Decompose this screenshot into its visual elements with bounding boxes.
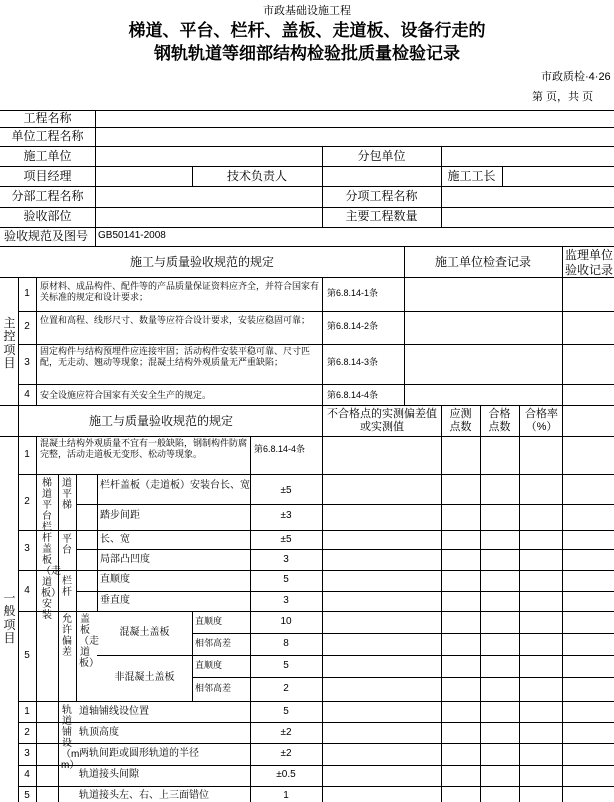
rail-value-5: 1 — [283, 790, 289, 801]
sub-label-cover: 盖板（走道板） — [79, 614, 99, 669]
mc-no-3: 3 — [24, 357, 30, 368]
label-subdivision: 分项工程名称 — [345, 189, 418, 203]
value-railing-verticality: 3 — [283, 595, 289, 606]
rule — [0, 127, 614, 128]
label-project-name: 工程名称 — [23, 111, 72, 125]
rule — [18, 311, 614, 312]
mc-text-3: 固定构件与结构预埋件应连接牢固；活动构件安装平稳可靠、尺寸匹配，无走动、翘动等现象；混凝土结构外观质量无严重缺陷； — [40, 346, 311, 367]
row-nonconcrete-straightness: 直顺度 — [195, 660, 223, 670]
rail-value-4: ±0.5 — [276, 769, 296, 780]
value-nonconcrete-straightness: 5 — [283, 660, 289, 671]
rule — [18, 570, 614, 571]
value-railing-straightness: 5 — [283, 574, 289, 585]
label-inspection-part: 验收部位 — [23, 209, 72, 223]
rule — [18, 384, 614, 385]
sub-label-allowed: 允许偏差 — [62, 614, 72, 658]
value-concrete-adjacent-height: 8 — [283, 638, 289, 649]
mc-no-1: 1 — [24, 288, 30, 299]
gen-no-4: 4 — [24, 585, 30, 596]
col-general-spec: 施工与质量验收规范的规定 — [88, 414, 233, 428]
rule — [18, 277, 19, 802]
mc-clause-4: 第6.8.14-4条 — [327, 390, 379, 400]
rule — [404, 246, 405, 405]
value-local-unevenness: 3 — [283, 554, 289, 565]
mc-clause-3: 第6.8.14-3条 — [327, 357, 379, 367]
form-code: 市政质检·4·26 — [541, 71, 611, 83]
value-step-spacing: ±3 — [280, 510, 292, 521]
label-nonconcrete-cover: 非混凝土盖板 — [114, 672, 175, 683]
mc-text-1: 原材料、成品构件、配件等的产品质量保证资料应齐全，并符合国家有关标准的规定和设计要求； — [40, 281, 320, 302]
rule — [97, 474, 98, 611]
rule — [192, 611, 193, 701]
rail-no-1: 1 — [24, 706, 30, 717]
gen-no-5: 5 — [24, 650, 30, 661]
rule — [95, 110, 96, 227]
rail-row-3: 两轨间距或圆形轨道的半径 — [79, 748, 199, 759]
label-concrete-cover: 混凝土盖板 — [119, 627, 170, 638]
col-spec-requirements: 施工与质量验收规范的规定 — [129, 255, 274, 269]
rail-value-1: 5 — [283, 706, 289, 717]
rule — [322, 277, 323, 405]
mc-clause-2: 第6.8.14-2条 — [327, 321, 379, 331]
rule — [441, 146, 442, 227]
rail-no-2: 2 — [24, 727, 30, 738]
gen-no-2: 2 — [24, 496, 30, 507]
row-concrete-straightness: 直顺度 — [195, 616, 223, 626]
rule — [76, 504, 614, 505]
rail-row-1: 道轴铺线设位置 — [79, 706, 149, 717]
document-title-line2: 钢轨轨道等细部结构检验批质量检验记录 — [154, 44, 460, 63]
sub-label-platform: 平台 — [62, 534, 72, 556]
mc-clause-1: 第6.8.14-1条 — [327, 288, 379, 298]
rule — [441, 405, 442, 802]
value-nonconcrete-adjacent-height: 2 — [283, 683, 289, 694]
label-main-quantity: 主要工程数量 — [345, 209, 418, 223]
col-required-points: 应测点数 — [449, 408, 472, 434]
rule — [36, 436, 37, 802]
rule — [192, 677, 614, 678]
row-platform-length-width: 长、宽 — [100, 534, 130, 545]
rule — [18, 611, 614, 612]
label-technical-lead: 技术负责人 — [226, 169, 287, 183]
rail-value-3: ±2 — [280, 748, 292, 759]
rule — [18, 765, 614, 766]
row-concrete-adjacent-height: 相邻高差 — [195, 638, 232, 648]
label-foreman: 施工工长 — [447, 169, 496, 183]
rule — [36, 277, 37, 405]
rule — [0, 110, 614, 111]
document-category: 市政基础设施工程 — [263, 5, 351, 17]
mc-no-2: 2 — [24, 321, 30, 332]
rule — [97, 655, 614, 656]
rule — [192, 633, 614, 634]
rule — [18, 722, 614, 723]
col-pass-points: 合格点数 — [488, 408, 511, 434]
col-supervision-record: 监理单位验收记录 — [565, 248, 614, 277]
gen-no-1: 1 — [24, 449, 30, 460]
rail-row-2: 轨顶高度 — [79, 727, 119, 738]
rule — [0, 436, 614, 437]
gen-text-1: 混凝土结构外观质量不宜有一般缺陷，钢制构件防腐完整，活动走道板无变形、松动等现象。 — [40, 438, 248, 459]
spec-value: GB50141-2008 — [98, 230, 166, 241]
group-label-stair-platform: 梯道平台栏杆盖板（走道板）安装 — [41, 478, 61, 621]
row-railing-verticality: 垂直度 — [100, 595, 130, 606]
col-measured-values: 不合格点的实测偏差值或实测值 — [327, 408, 437, 434]
gen-no-3: 3 — [24, 543, 30, 554]
rule — [562, 405, 563, 802]
rule — [18, 786, 614, 787]
label-spec: 验收规范及图号 — [4, 229, 89, 243]
group-label-rail: 轨道铺设（mm） — [61, 705, 80, 771]
rule — [480, 405, 481, 802]
rule — [58, 474, 59, 802]
col-pass-rate: 合格率（%） — [525, 408, 558, 434]
rule — [562, 246, 563, 405]
value-concrete-straightness: 10 — [280, 616, 292, 627]
rule — [502, 166, 503, 186]
rule — [95, 227, 96, 246]
value-stair-length-width: ±5 — [280, 485, 292, 496]
section-general: 一般项目 — [3, 591, 16, 646]
sub-label-stair: 道平梯 — [62, 478, 72, 511]
col-construction-check: 施工单位检查记录 — [434, 255, 531, 269]
rail-no-3: 3 — [24, 748, 30, 759]
label-division: 分部工程名称 — [11, 189, 84, 203]
rail-row-5: 轨道接头左、右、上三面错位 — [79, 790, 209, 801]
row-railing-straightness: 直顺度 — [100, 574, 130, 585]
rule — [0, 146, 614, 147]
row-step-spacing: 踏步间距 — [100, 510, 140, 521]
value-platform-length-width: ±5 — [280, 534, 292, 545]
rule — [0, 186, 614, 187]
section-main-control: 主控项目 — [3, 316, 16, 371]
label-construction-unit: 施工单位 — [23, 149, 72, 163]
rule — [0, 227, 614, 228]
gen-clause-1: 第6.8.14-4条 — [254, 444, 306, 454]
mc-no-4: 4 — [24, 389, 30, 400]
mc-text-2: 位置和高程、线形尺寸、数量等应符合设计要求，安装应稳固可靠； — [40, 315, 311, 325]
rail-row-4: 轨道接头间隙 — [79, 769, 139, 780]
rule — [18, 530, 614, 531]
rule — [0, 207, 614, 208]
rule — [76, 549, 614, 550]
row-stair-length-width: 栏杆盖板（走道板）安装台长、宽 — [100, 480, 250, 491]
mc-text-4: 安全设施应符合国家有关安全生产的规定。 — [40, 390, 212, 400]
label-subcontractor: 分包单位 — [357, 149, 406, 163]
label-unit-project: 单位工程名称 — [11, 129, 84, 143]
rail-no-4: 4 — [24, 769, 30, 780]
rail-no-5: 5 — [24, 790, 30, 801]
rule — [18, 474, 614, 475]
page-number: 第 页，共 页 — [532, 91, 594, 103]
rail-value-2: ±2 — [280, 727, 292, 738]
row-local-unevenness: 局部凸凹度 — [100, 554, 150, 565]
rule — [76, 474, 77, 701]
rule — [0, 166, 614, 167]
rule — [76, 591, 614, 592]
row-nonconcrete-adjacent-height: 相邻高差 — [195, 683, 232, 693]
rule — [0, 405, 614, 406]
rule — [18, 344, 614, 345]
rule — [0, 277, 614, 278]
rule — [0, 246, 614, 247]
label-project-manager: 项目经理 — [23, 169, 72, 183]
rule — [18, 701, 614, 702]
sub-label-railing: 栏杆 — [62, 576, 72, 598]
rule — [322, 405, 323, 802]
rule — [18, 743, 614, 744]
document-title-line1: 梯道、平台、栏杆、盖板、走道板、设备行走的 — [128, 21, 486, 40]
rule — [519, 405, 520, 802]
